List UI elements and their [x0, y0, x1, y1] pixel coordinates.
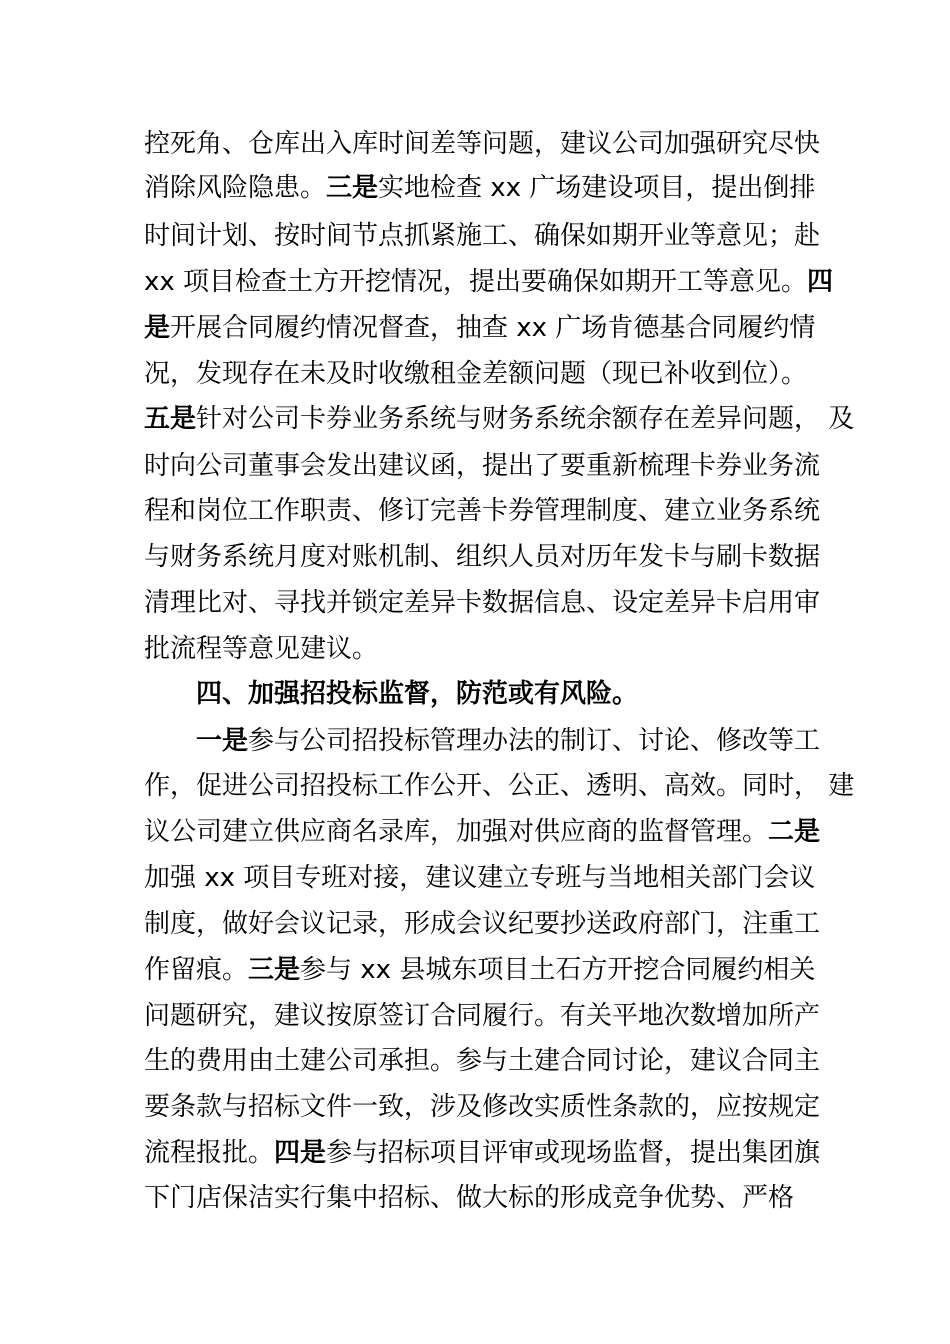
bold-marker: 五是	[144, 404, 197, 434]
bold-marker: 四是	[274, 1138, 327, 1168]
paragraph-line: 五是针对公司卡券业务系统与财务系统余额存在差异问题， 及	[144, 404, 855, 434]
bold-marker: 二是	[768, 817, 821, 847]
paragraph-line: 流程报批。四是参与招标项目评审或现场监督，提出集团旗	[144, 1138, 821, 1168]
bold-marker: 三是	[248, 955, 301, 985]
paragraph-line: 是开展合同履约情况督查，抽查 xx 广场肯德基合同履约情	[144, 313, 816, 343]
paragraph-line: 下门店保洁实行集中招标、做大标的形成竞争优势、严格	[144, 1183, 795, 1213]
paragraph-line: 控死角、仓库出入库时间差等问题，建议公司加强研究尽快	[144, 129, 821, 159]
bold-marker: 是	[144, 313, 171, 343]
paragraph-line: 消除风险隐患。三是实地检查 xx 广场建设项目，提出倒排	[144, 173, 816, 203]
bold-marker: 三是	[326, 173, 379, 203]
paragraph-line: 制度，做好会议记录，形成会议纪要抄送政府部门，注重工	[144, 909, 821, 939]
paragraph-line: 时间计划、按时间节点抓紧施工、确保如期开业等意见；赴	[144, 221, 821, 251]
paragraph-line: 问题研究，建议按原签订合同履行。有关平地次数增加所产	[144, 1001, 821, 1031]
section-heading: 四、加强招投标监督，防范或有风险。	[196, 679, 639, 709]
paragraph-line: 一是参与公司招投标管理办法的制订、讨论、修改等工	[196, 726, 821, 756]
paragraph-line: xx 项目检查土方开挖情况，提出要确保如期开工等意见。四	[144, 267, 834, 297]
paragraph-line: 批流程等意见建议。	[144, 634, 379, 664]
paragraph-line: 生的费用由土建公司承担。参与土建合同讨论，建议合同主	[144, 1046, 821, 1076]
bold-marker: 一是	[196, 726, 249, 756]
paragraph-line: 作，促进公司招投标工作公开、公正、透明、高效。同时， 建	[144, 771, 855, 801]
paragraph-line: 议公司建立供应商名录库，加强对供应商的监督管理。二是	[144, 817, 821, 847]
paragraph-line: 作留痕。三是参与 xx 县城东项目土石方开挖合同履约相关	[144, 955, 816, 985]
paragraph-line: 清理比对、寻找并锁定差异卡数据信息、设定差异卡启用审	[144, 588, 821, 618]
bold-marker: 四	[807, 267, 834, 297]
paragraph-line: 程和岗位工作职责、修订完善卡券管理制度、建立业务系统	[144, 496, 821, 526]
paragraph-line: 与财务系统月度对账机制、组织人员对历年发卡与刷卡数据	[144, 542, 821, 572]
paragraph-line: 要条款与招标文件一致，涉及修改实质性条款的，应按规定	[144, 1092, 821, 1122]
paragraph-line: 时向公司董事会发出建议函，提出了要重新梳理卡券业务流	[144, 451, 821, 481]
paragraph-line: 况，发现存在未及时收缴租金差额问题（现已补收到位）。	[144, 359, 808, 389]
paragraph-line: 加强 xx 项目专班对接，建议建立专班与当地相关部门会议	[144, 863, 816, 893]
